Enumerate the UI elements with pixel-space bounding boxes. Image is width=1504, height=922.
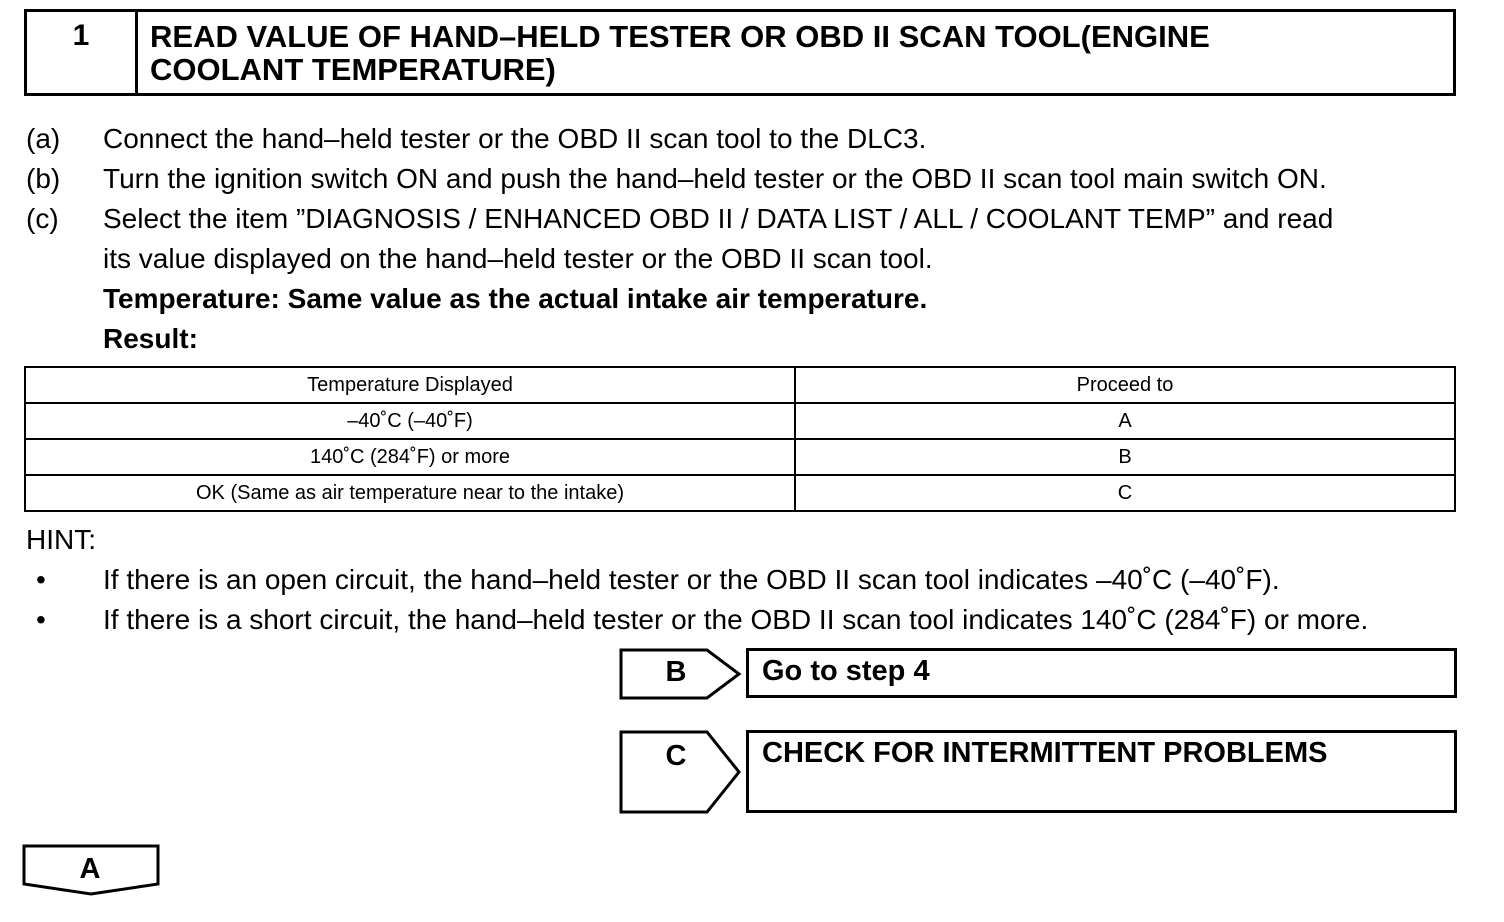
table-header-temperature: Temperature Displayed — [25, 367, 795, 403]
table-header-row — [25, 367, 1455, 403]
table-row — [25, 475, 1455, 511]
procedure-marker-a: (a) — [26, 123, 61, 154]
result-table — [24, 366, 1456, 512]
branch-b-code: B — [665, 656, 687, 688]
hint-item-open-circuit: If there is an open circuit, the hand–held tester or the OBD II scan tool indicates –40˚C (–40˚F). — [103, 564, 1280, 595]
step-title — [138, 12, 1453, 93]
continue-a-code: A — [79, 853, 101, 885]
procedure-text-b: Turn the ignition switch ON and push the hand–held tester or the OBD II scan tool main switch ON. — [103, 163, 1327, 194]
result-label: Result: — [103, 323, 198, 354]
procedure-text-a: Connect the hand–held tester or the OBD II scan tool to the DLC3. — [103, 123, 927, 154]
hint-bullet: • — [36, 564, 46, 595]
table-cell-temperature: OK (Same as air temperature near to the intake) — [25, 475, 795, 511]
table-row — [25, 439, 1455, 475]
step-number: 1 — [27, 12, 138, 93]
hint-label: HINT: — [26, 524, 96, 555]
procedure-marker-c: (c) — [26, 203, 59, 234]
table-cell-temperature: –40˚C (–40˚F) — [25, 403, 795, 439]
table-cell-proceed: A — [795, 403, 1455, 439]
hint-bullet: • — [36, 604, 46, 635]
procedure-marker-b: (b) — [26, 163, 61, 194]
table-header-proceed: Proceed to — [795, 367, 1455, 403]
procedure-text-c-line-1: Select the item ”DIAGNOSIS / ENHANCED OBD II / DATA LIST / ALL / COOLANT TEMP” and read — [103, 203, 1334, 234]
table-cell-proceed: B — [795, 439, 1455, 475]
specification: Temperature: Same value as the actual intake air temperature. — [103, 283, 928, 314]
branch-c-action: CHECK FOR INTERMITTENT PROBLEMS — [746, 730, 1457, 813]
table-row — [25, 403, 1455, 439]
step-title-line-1: READ VALUE OF HAND–HELD TESTER OR OBD II SCAN TOOL(ENGINE — [150, 19, 1210, 54]
table-cell-temperature: 140˚C (284˚F) or more — [25, 439, 795, 475]
step-header — [24, 9, 1456, 96]
branch-b-action: Go to step 4 — [746, 648, 1457, 698]
table-cell-proceed: C — [795, 475, 1455, 511]
procedure-text-c-line-2: its value displayed on the hand–held tester or the OBD II scan tool. — [103, 243, 933, 274]
step-title-line-2: COOLANT TEMPERATURE) — [150, 52, 556, 87]
branch-c-code: C — [665, 740, 687, 772]
hint-item-short-circuit: If there is a short circuit, the hand–held tester or the OBD II scan tool indicates 140˚C (284˚F) or more. — [103, 604, 1369, 635]
